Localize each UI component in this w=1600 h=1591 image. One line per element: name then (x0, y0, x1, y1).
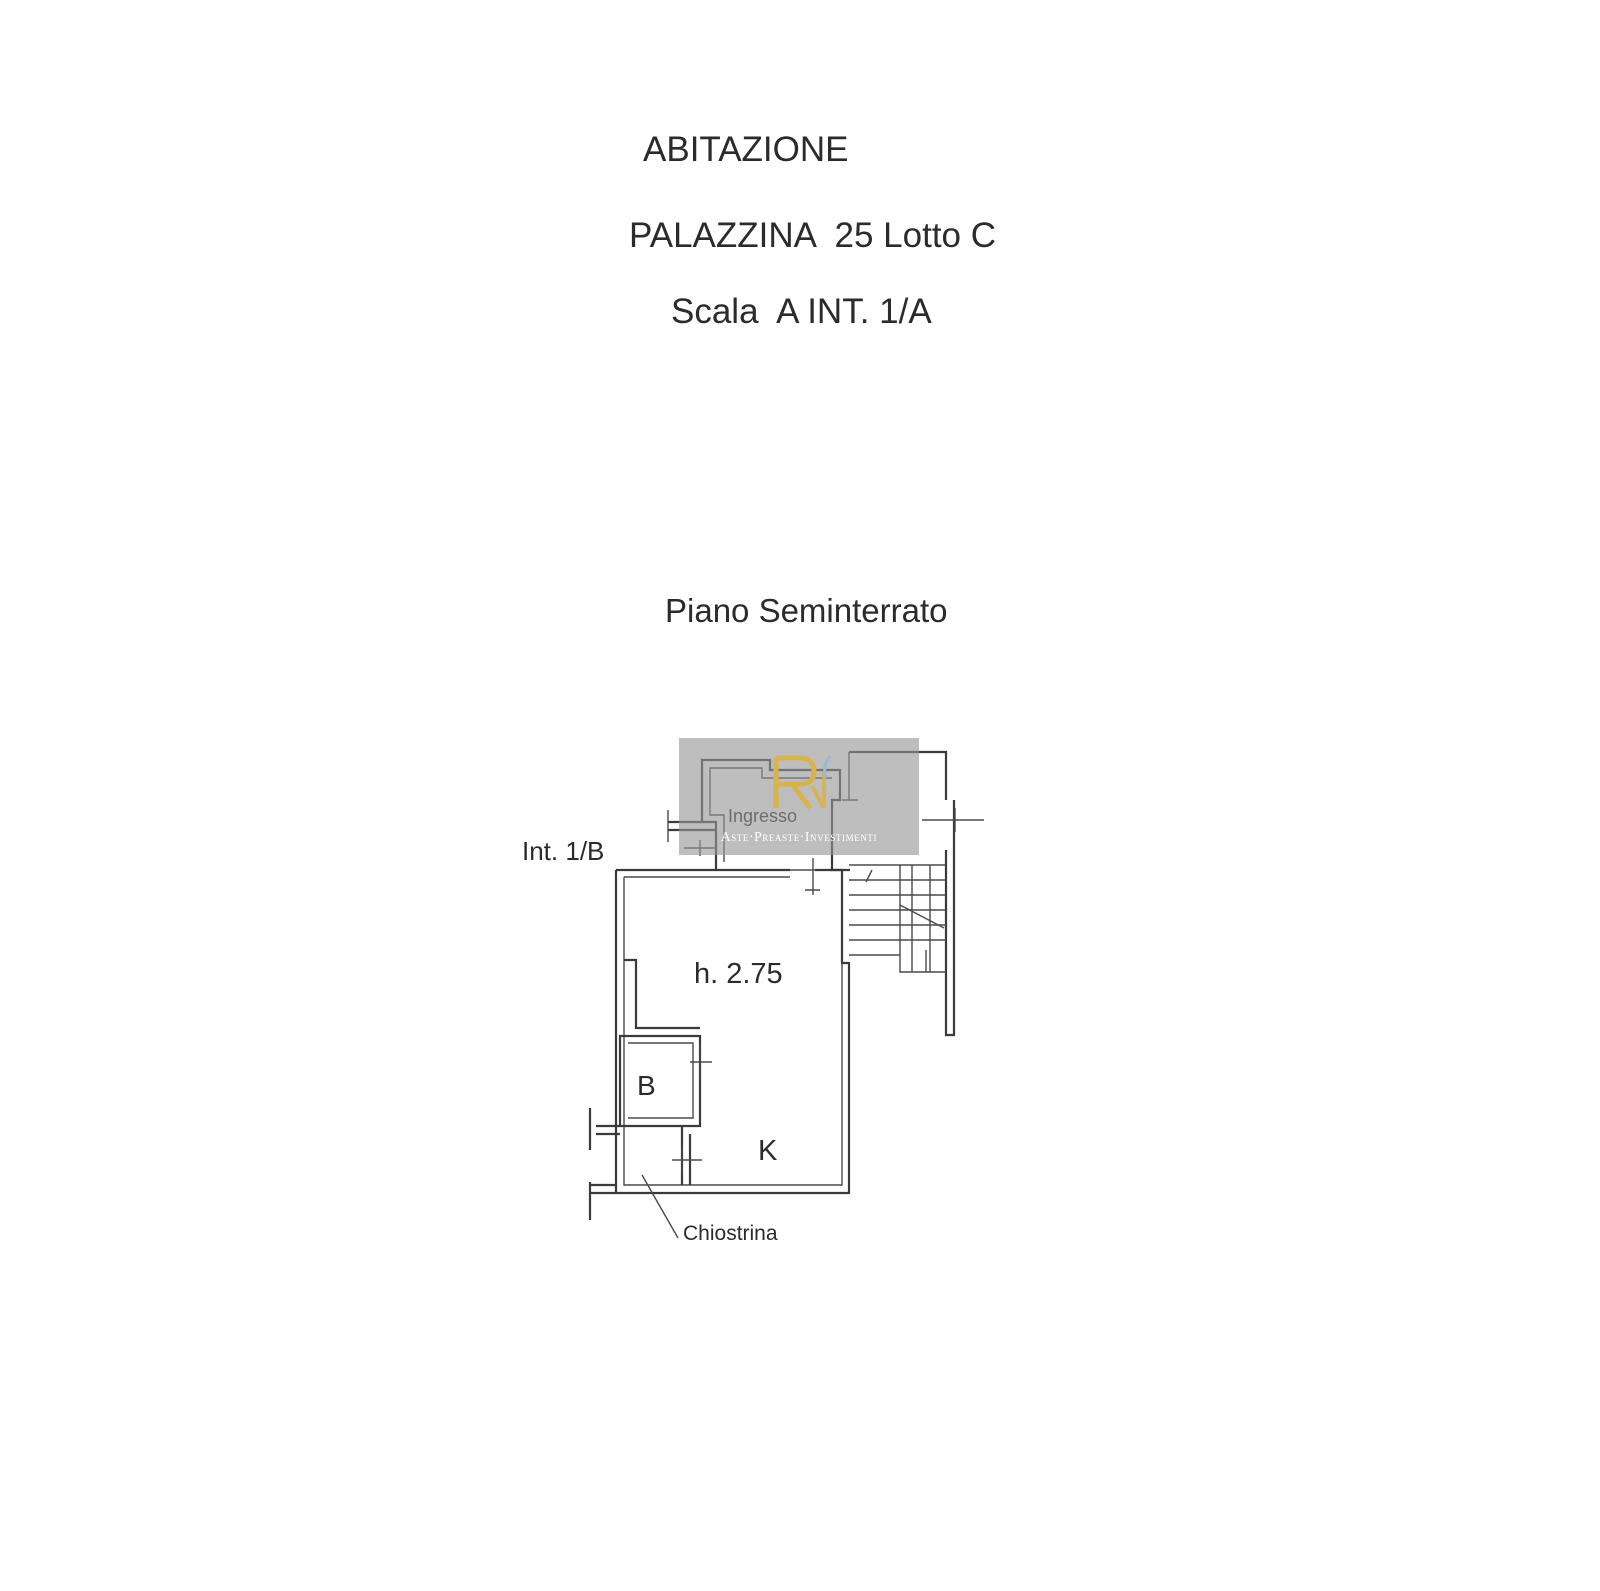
plan-title: ABITAZIONE (643, 130, 849, 169)
watermark-caption: Aste·Preaste·Investimenti (720, 829, 878, 844)
bathroom-label: B (637, 1070, 656, 1101)
unit-label: Scala A INT. 1/A (671, 292, 932, 331)
courtyard-label: Chiostrina (683, 1222, 778, 1245)
height-label: h. 2.75 (694, 958, 783, 990)
kitchen-label: K (758, 1135, 778, 1167)
watermark-logo-icon (770, 752, 842, 814)
neighbor-unit-label: Int. 1/B (522, 836, 605, 866)
floor-label: Piano Seminterrato (665, 592, 948, 629)
building-label: PALAZZINA 25 Lotto C (629, 216, 997, 255)
apartment-walls (590, 870, 849, 1238)
